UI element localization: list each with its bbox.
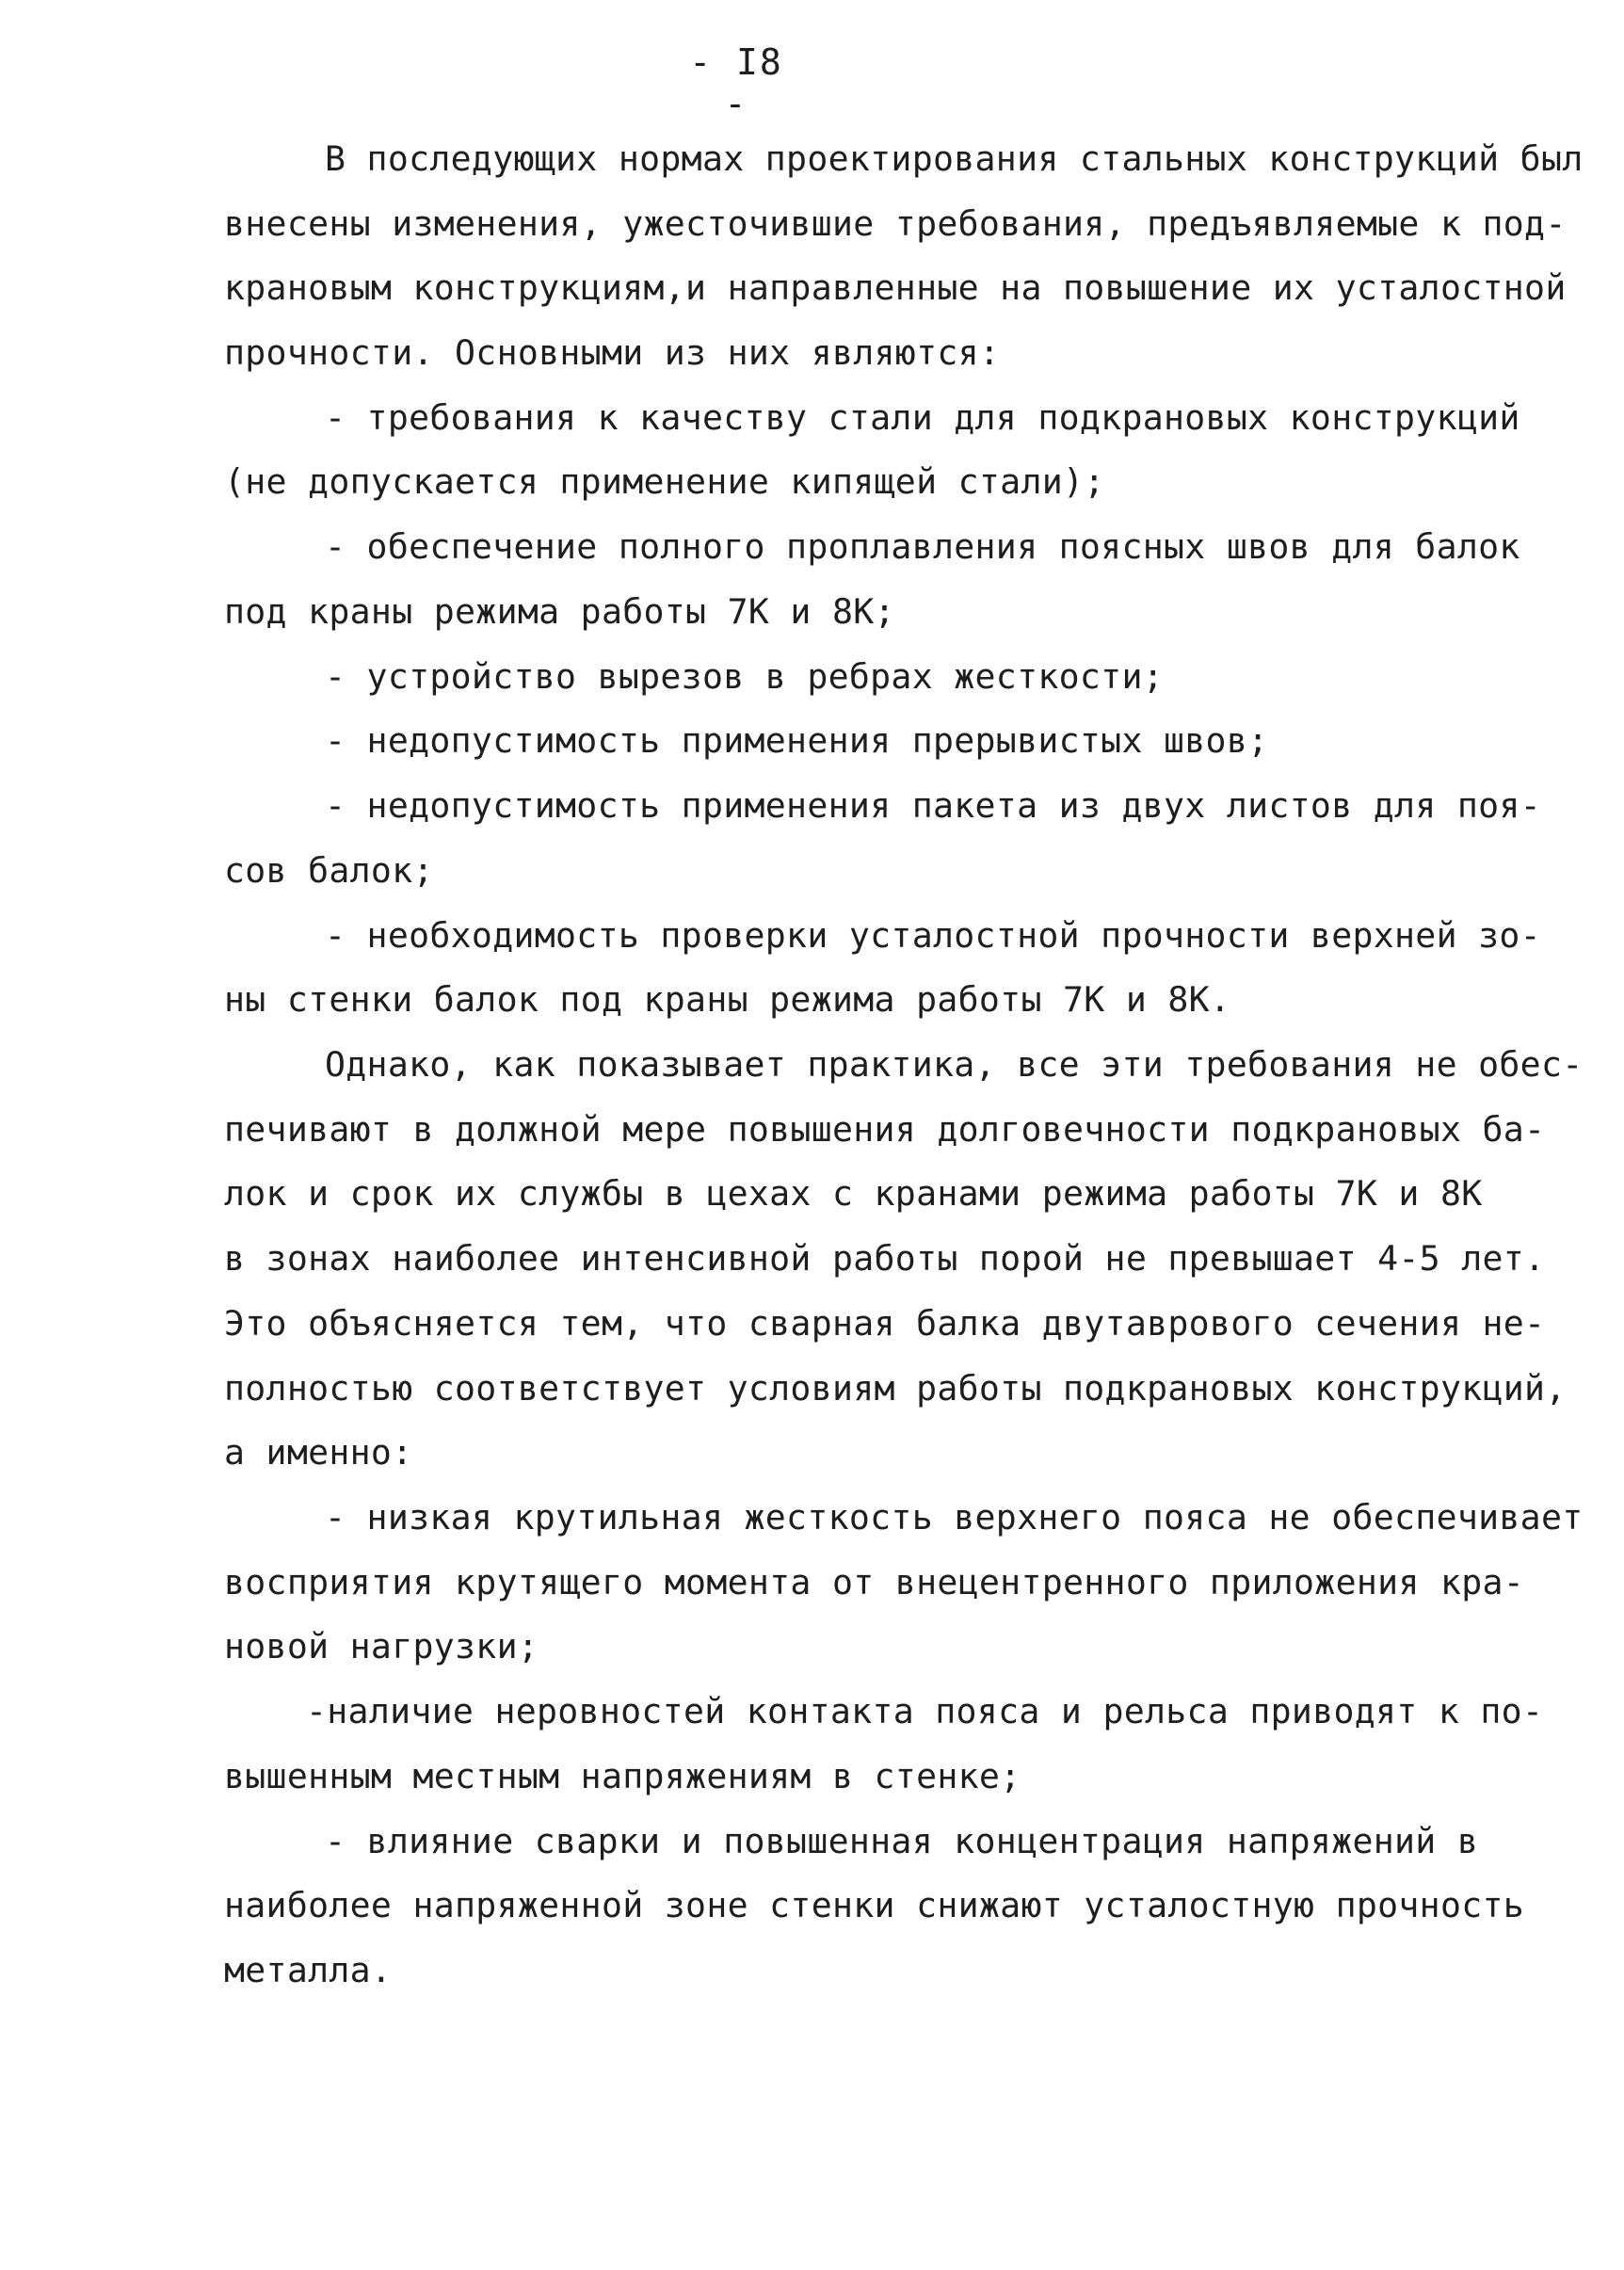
list-item-line: - обеспечение полного проплавления поясных швов для балок	[325, 526, 1520, 567]
paragraph-line: Это объясняется тем, что сварная балка двутаврового сечения не-	[224, 1303, 1546, 1344]
paragraph-line: В последующих нормах проектирования стальных конструкций был	[325, 138, 1584, 179]
list-item-line: сов балок;	[224, 850, 434, 891]
page-number: - I8 -	[689, 41, 783, 124]
list-item-line: -наличие неровностей контакта пояса и рельса приводят к по-	[306, 1691, 1544, 1731]
list-item-line: - недопустимость применения прерывистых швов;	[325, 720, 1269, 761]
paragraph-line: лок и срок их службы в цехах с кранами режима работы 7К и 8К	[224, 1173, 1483, 1214]
list-item-line: ны стенки балок под краны режима работы 7К и 8К.	[224, 979, 1231, 1020]
list-item-line: - низкая крутильная жесткость верхнего пояса не обеспечивает	[325, 1497, 1584, 1537]
list-item-line: восприятия крутящего момента от внецентренного приложения кра-	[224, 1562, 1525, 1602]
paragraph-line: в зонах наиболее интенсивной работы порой не превышает 4-5 лет.	[224, 1238, 1546, 1279]
paragraph-line: крановым конструкциям,и направленные на повышение их усталостной	[224, 267, 1567, 308]
list-item-line: металла.	[224, 1950, 393, 1990]
list-item-line: - устройство вырезов в ребрах жесткости;	[325, 656, 1164, 697]
list-item-line: вышенным местным напряжениям в стенке;	[224, 1756, 1021, 1796]
paragraph-line: полностью соответствует условиям работы подкрановых конструкций,	[224, 1368, 1567, 1409]
list-item-line: новой нагрузки;	[224, 1626, 539, 1666]
paragraph-line: Однако, как показывает практика, все эти требования не обес-	[325, 1044, 1584, 1085]
paragraph-line: а именно:	[224, 1432, 413, 1473]
list-item-line: - влияние сварки и повышенная концентрация напряжений в	[325, 1821, 1479, 1861]
list-item-line: наиболее напряженной зоне стенки снижают усталостную прочность	[224, 1885, 1525, 1925]
list-item-line: (не допускается применение кипящей стали);	[224, 461, 1105, 502]
list-item-line: - недопустимость применения пакета из двух листов для поя-	[325, 785, 1541, 826]
list-item-line: под краны режима работы 7К и 8К;	[224, 591, 895, 632]
list-item-line: - необходимость проверки усталостной прочности верхней зо-	[325, 915, 1541, 956]
list-item-line: - требования к качеству стали для подкрановых конструкций	[325, 397, 1520, 438]
paragraph-line: внесены изменения, ужесточившие требования, предъявляемые к под-	[224, 203, 1567, 244]
paragraph-line: прочности. Основными из них являются:	[224, 332, 1001, 373]
paragraph-line: печивают в должной мере повышения долговечности подкрановых ба-	[224, 1109, 1546, 1150]
